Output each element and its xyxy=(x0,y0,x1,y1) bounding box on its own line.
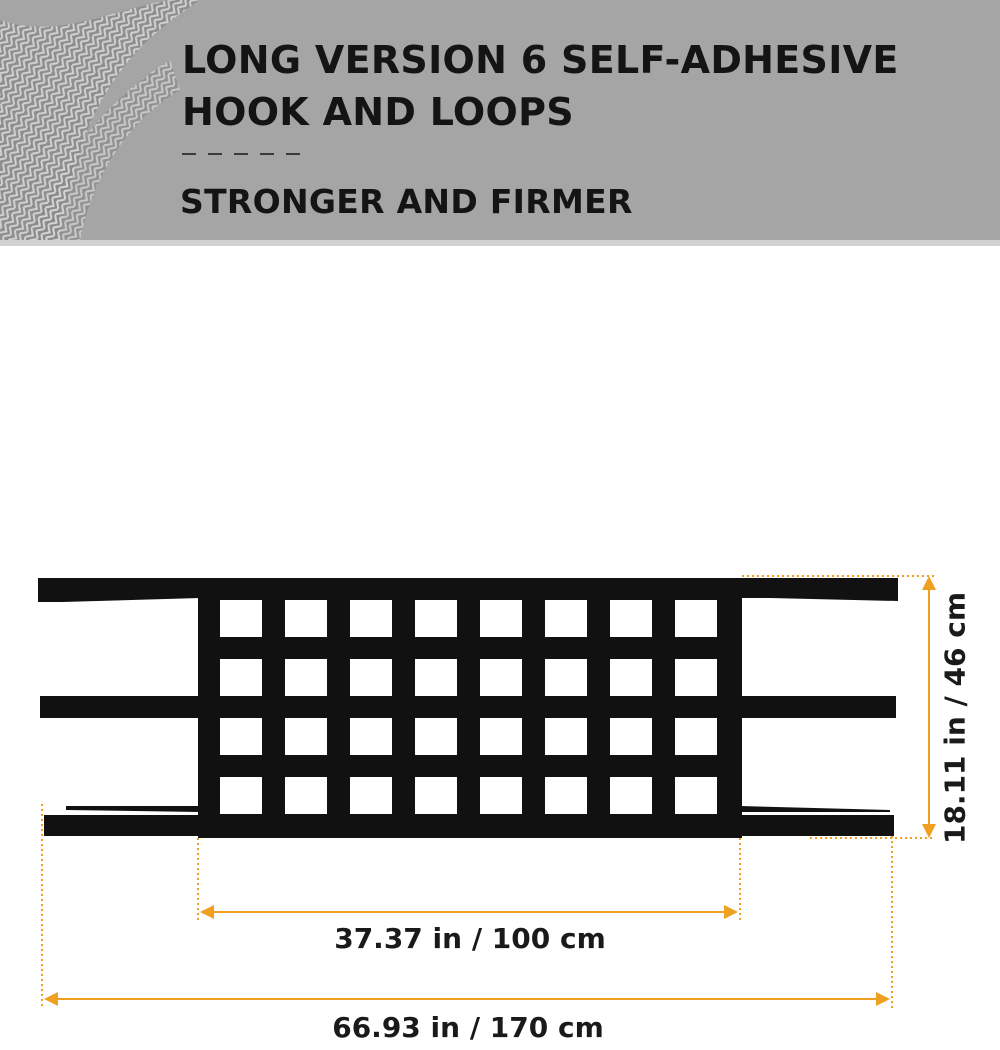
product-diagram xyxy=(0,560,1000,1050)
grid-hole xyxy=(220,718,262,755)
grid-hole xyxy=(610,659,652,696)
grid-hole xyxy=(545,600,587,637)
grid-hole xyxy=(415,777,457,814)
grid-hole xyxy=(675,600,717,637)
net-panel xyxy=(198,578,742,838)
grid-hole xyxy=(415,659,457,696)
grid-hole xyxy=(350,718,392,755)
height-arrow-head-bottom xyxy=(922,824,936,838)
grid-hole xyxy=(480,777,522,814)
inner-arrow-head-left xyxy=(200,905,214,919)
banner-bottom-stripe xyxy=(0,240,1000,246)
grid-hole xyxy=(545,659,587,696)
grid-hole xyxy=(415,718,457,755)
grid-hole xyxy=(220,659,262,696)
header-banner xyxy=(0,0,1000,240)
grid-hole xyxy=(480,718,522,755)
overall-arrow-head-left xyxy=(44,992,58,1006)
headline xyxy=(182,34,899,138)
grid-hole xyxy=(675,777,717,814)
strap-bottom xyxy=(44,815,200,836)
grid-hole xyxy=(545,777,587,814)
grid-hole xyxy=(545,718,587,755)
net-grid xyxy=(198,578,742,838)
grid-hole xyxy=(285,718,327,755)
grid-hole xyxy=(285,777,327,814)
grid-hole xyxy=(285,600,327,637)
inner-width-label: 37.37 in / 100 cm xyxy=(334,922,606,955)
grid-hole xyxy=(480,659,522,696)
grid-hole xyxy=(610,600,652,637)
tire-tracks-graphic xyxy=(0,0,200,240)
strap-bottom-right-tip xyxy=(740,806,890,812)
grid-hole xyxy=(675,718,717,755)
grid-hole xyxy=(350,600,392,637)
grid-hole xyxy=(220,777,262,814)
height-arrow-head-top xyxy=(922,576,936,590)
subheadline: STRONGER AND FIRMER xyxy=(180,182,633,221)
strap-bottom-right xyxy=(740,815,894,836)
strap-bottom-left-tip xyxy=(66,806,200,812)
grid-hole xyxy=(350,659,392,696)
inner-arrow-head-right xyxy=(724,905,738,919)
grid-hole xyxy=(350,777,392,814)
grid-hole xyxy=(285,659,327,696)
grid-hole xyxy=(415,600,457,637)
grid-hole xyxy=(480,600,522,637)
overall-arrow-head-right xyxy=(876,992,890,1006)
grid-hole xyxy=(220,600,262,637)
headline-line-1: LONG VERSION 6 SELF-ADHESIVE xyxy=(182,38,899,82)
overall-width-label: 66.93 in / 170 cm xyxy=(332,1011,604,1044)
headline-line-2: HOOK AND LOOPS xyxy=(182,90,574,134)
grid-hole xyxy=(610,718,652,755)
grid-hole xyxy=(675,659,717,696)
dashed-divider xyxy=(182,153,312,155)
grid-hole xyxy=(610,777,652,814)
height-label: 18.11 in / 46 cm xyxy=(938,591,972,845)
